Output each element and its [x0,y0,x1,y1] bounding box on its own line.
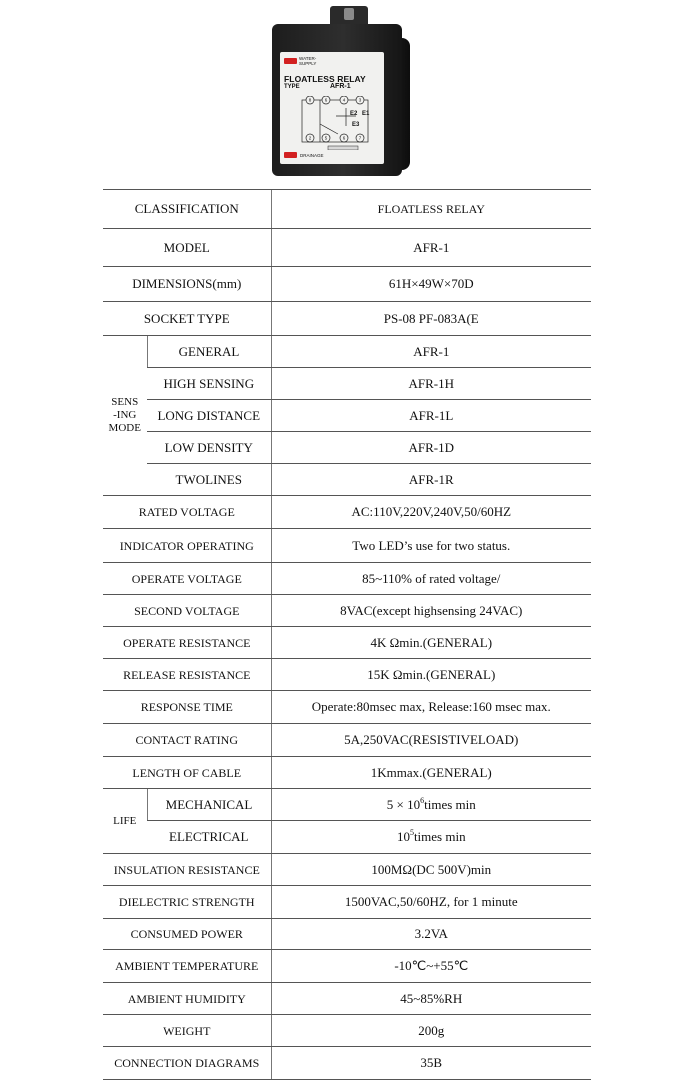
spec-row-life-electrical [103,821,591,854]
spec-label: AMBIENT HUMIDITY [103,983,271,1015]
spec-row-socket-type [103,302,591,336]
value-part: times min [413,829,466,844]
spec-label: ELECTRICAL [147,821,271,854]
spec-row-indicator-operating [103,529,591,563]
terminal-label: 8 [308,97,312,103]
spec-label: CONSUMED POWER [103,919,271,950]
spec-row-operate-resistance [103,627,591,659]
spec-row-consumed-power [103,919,591,950]
relay-tab-slot [344,8,354,20]
spec-row-dimensions [103,267,591,302]
spec-label: RATED VOLTAGE [103,496,271,529]
sensing-mode-line: -ING [113,409,137,421]
spec-label: OPERATE VOLTAGE [103,563,271,595]
spec-value: AFR-1R [271,464,591,496]
spec-row-dielectric-strength [103,886,591,919]
spec-row-rated-voltage [103,496,591,529]
spec-value: 4K Ωmin.(GENERAL) [271,627,591,659]
spec-row-sensing-twolines [103,464,591,496]
spec-value: 15K Ωmin.(GENERAL) [271,659,591,691]
sensing-mode-group-label [103,336,147,496]
spec-row-classification [103,190,591,229]
spec-label: MODEL [103,229,271,267]
sensing-mode-line: SENS [111,396,139,408]
spec-label: RELEASE RESISTANCE [103,659,271,691]
electrode-label: E1 [362,111,370,117]
spec-row-weight [103,1015,591,1047]
spec-value: 100MΩ(DC 500V)min [271,854,591,886]
spec-label: GENERAL [147,336,271,368]
spec-value: 200g [271,1015,591,1047]
spec-value: PS-08 PF-083A(E [271,302,591,336]
electrode-label: E3 [352,122,360,128]
value-part: 5 × 10 [386,796,421,812]
spec-value: AFR-1 [271,336,591,368]
spec-table [103,189,591,1080]
spec-label: CONTACT RATING [103,724,271,757]
spec-label: CONNECTION DIAGRAMS [103,1047,271,1080]
spec-row-contact-rating [103,724,591,757]
spec-value: 61H×49W×70D [271,267,591,302]
spec-row-life-mechanical [103,789,591,821]
spec-value: AFR-1D [271,432,591,464]
spec-value: 1Kmmax.(GENERAL) [271,757,591,789]
spec-label: SOCKET TYPE [103,302,271,336]
spec-row-ambient-humidity [103,983,591,1015]
electrode-label: E2 [350,111,358,117]
value-part: times min [424,796,476,812]
terminal-label: 7 [358,135,362,141]
relay-panel-title: FLOATLESS RELAY [284,74,366,84]
spec-row-ambient-temperature [103,950,591,983]
spec-label: MECHANICAL [147,789,271,821]
spec-value [271,821,591,854]
water-supply-label: WATER- SUPPLY [299,56,317,66]
relay-front-panel [280,52,384,164]
spec-row-operate-voltage [103,563,591,595]
spec-label: LENGTH OF CABLE [103,757,271,789]
spec-value: 45~85%RH [271,983,591,1015]
terminal-label: 3 [358,97,362,103]
relay-panel-type-label: TYPE [284,84,300,90]
water-supply-led-icon [284,58,297,64]
spec-label: DIELECTRIC STRENGTH [103,886,271,919]
spec-value: AFR-1H [271,368,591,400]
spec-value: FLOATLESS RELAY [271,190,591,229]
spec-label: DIMENSIONS(mm) [103,267,271,302]
drainage-led-icon [284,152,297,158]
spec-value [271,789,591,821]
life-group-label: LIFE [103,789,147,854]
product-photo [272,2,412,180]
value-exponent: 6 [420,795,425,805]
spec-value: 8VAC(except highsensing 24VAC) [271,595,591,627]
spec-row-model [103,229,591,267]
spec-label: WEIGHT [103,1015,271,1047]
spec-row-insulation-resistance [103,854,591,886]
terminal-label: 4 [342,97,346,103]
spec-value: -10℃~+55℃ [271,950,591,983]
spec-value: Two LED’s use for two status. [271,529,591,563]
spec-row-connection-diagrams [103,1047,591,1080]
spec-row-response-time [103,691,591,724]
spec-value: 5A,250VAC(RESISTIVELOAD) [271,724,591,757]
spec-value: AFR-1 [271,229,591,267]
spec-value: Operate:80msec max, Release:160 msec max. [271,691,591,724]
spec-label: RESPONSE TIME [103,691,271,724]
spec-label: INDICATOR OPERATING [103,529,271,563]
spec-label: OPERATE RESISTANCE [103,627,271,659]
spec-value: AC:110V,220V,240V,50/60HZ [271,496,591,529]
terminal-label: 5 [324,135,328,141]
spec-label: INSULATION RESISTANCE [103,854,271,886]
spec-row-sensing-long-distance [103,400,591,432]
terminal-label: 6 [342,135,346,141]
value-exponent: 5 [409,828,414,837]
wiring-diagram [298,96,378,150]
value-part: 10 [396,829,410,844]
spec-label: LOW DENSITY [147,432,271,464]
spec-row-sensing-low-density [103,432,591,464]
spec-label: CLASSIFICATION [103,190,271,229]
sensing-mode-line: MODE [108,422,141,434]
spec-row-sensing-general [103,336,591,368]
relay-panel-model: AFR-1 [330,83,351,90]
spec-value: 1500VAC,50/60HZ, for 1 minute [271,886,591,919]
spec-value: 3.2VA [271,919,591,950]
spec-label: HIGH SENSING [147,368,271,400]
spec-row-release-resistance [103,659,591,691]
spec-label: LONG DISTANCE [147,400,271,432]
terminal-label: 6 [324,97,328,103]
spec-row-length-of-cable [103,757,591,789]
spec-label: TWOLINES [147,464,271,496]
spec-label: SECOND VOLTAGE [103,595,271,627]
spec-label: AMBIENT TEMPERATURE [103,950,271,983]
spec-value: 85~110% of rated voltage/ [271,563,591,595]
drainage-label: DRAINAGE [300,153,324,158]
spec-value: 35B [271,1047,591,1080]
spec-value: AFR-1L [271,400,591,432]
spec-row-second-voltage [103,595,591,627]
terminal-label: 2 [308,135,312,141]
spec-row-sensing-high [103,368,591,400]
